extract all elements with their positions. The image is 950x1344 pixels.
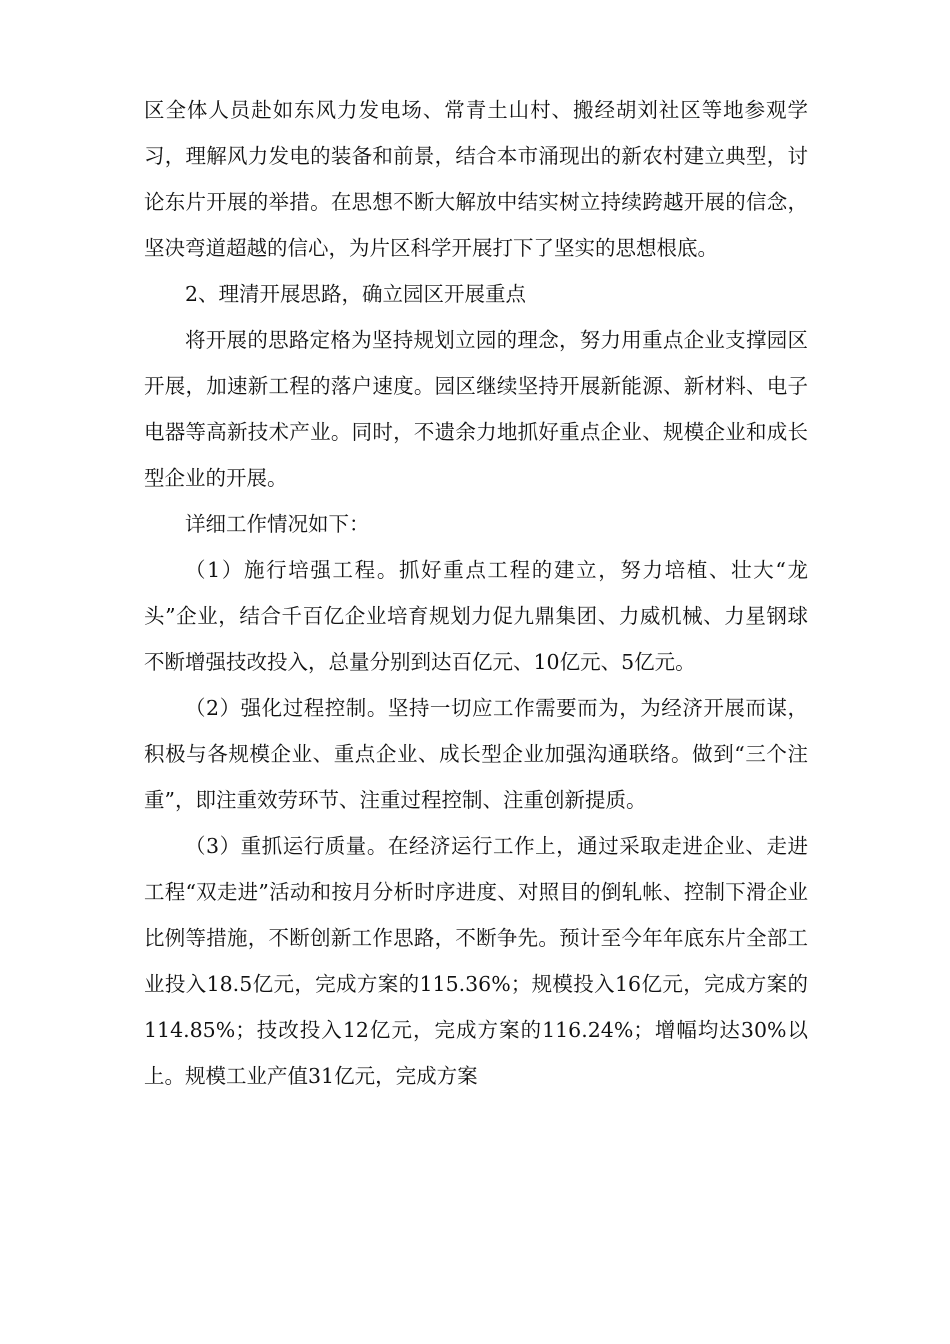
paragraph-item-2: （2）强化过程控制。坚持一切应工作需要而为，为经济开展而谋，积极与各规模企业、重点企业、成长型企业加强沟通联络。做到“三个注重”，即注重效劳环节、注重过程控制、注重创新提质。 <box>144 696 808 812</box>
paragraph-item-1: （1）施行培强工程。抓好重点工程的建立，努力培植、壮大“龙头”企业，结合千百亿企业培育规划力促九鼎集团、力威机械、力星钢球不断增强技改投入，总量分别到达百亿元、10亿元、5亿元。 <box>144 558 808 674</box>
document-body <box>144 87 808 1099</box>
paragraph-continuation: 区全体人员赴如东风力发电场、常青土山村、搬经胡刘社区等地参观学习，理解风力发电的装备和前景，结合本市涌现出的新农村建立典型，讨论东片开展的举措。在思想不断大解放中结实树立持续跨越开展的信念，坚决弯道超越的信心，为片区科学开展打下了坚实的思想根底。 <box>144 98 808 260</box>
paragraph-item-3: （3）重抓运行质量。在经济运行工作上，通过采取走进企业、走进工程“双走进”活动和按月分析时序进度、对照目的倒轧帐、控制下滑企业比例等措施，不断创新工作思路，不断争先。预计至今年年底东片全部工业投入18.5亿元，完成方案的115.36%；规模投入16亿元，完成方案的114.85%；技改投入12亿元，完成方案的116.24%；增幅均达30%以上。规模工业产值31亿元，完成方案 <box>144 834 808 1088</box>
paragraph-development-idea: 将开展的思路定格为坚持规划立园的理念，努力用重点企业支撑园区开展，加速新工程的落户速度。园区继续坚持开展新能源、新材料、电子电器等高新技术产业。同时，不遗余力地抓好重点企业、规模企业和成长型企业的开展。 <box>144 328 808 490</box>
section-heading: 2、理清开展思路，确立园区开展重点 <box>185 282 527 306</box>
paragraph-work-intro: 详细工作情况如下： <box>185 512 370 536</box>
